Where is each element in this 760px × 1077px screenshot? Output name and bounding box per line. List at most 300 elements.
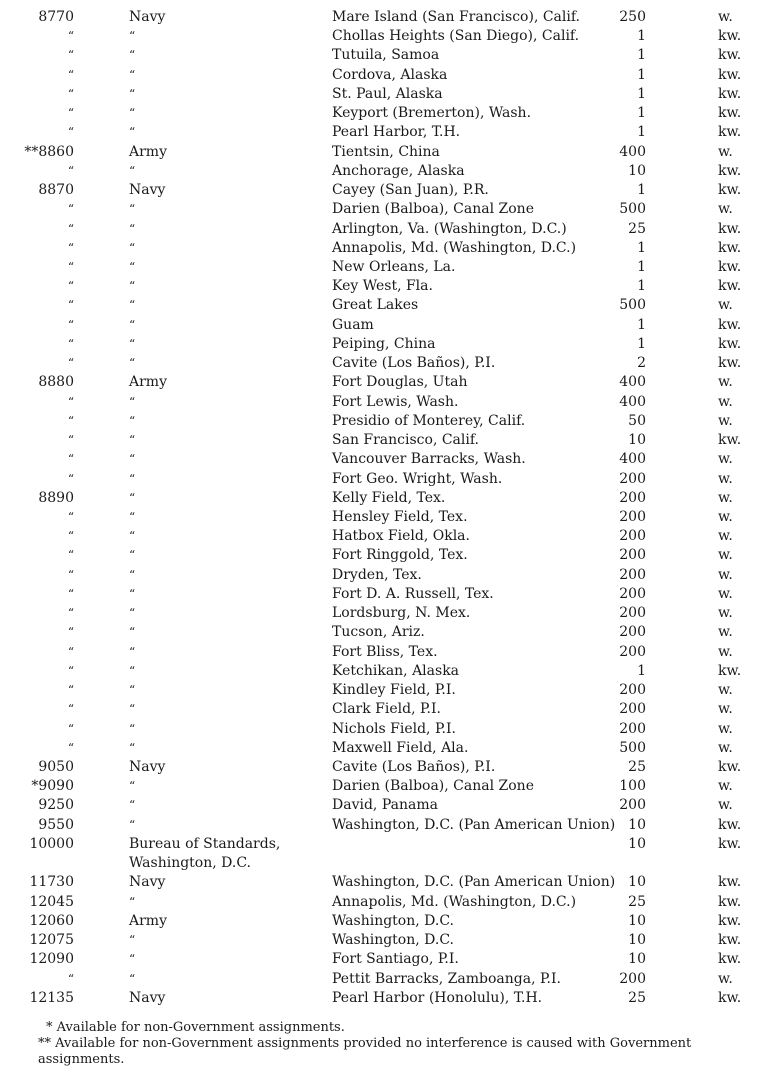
agency-cell: Army: [129, 374, 167, 391]
agency-cell: “: [129, 163, 136, 178]
frequency-cell: “: [67, 202, 74, 217]
frequency-cell: “: [67, 29, 74, 44]
agency-cell: “: [129, 529, 136, 544]
location-cell: Chollas Heights (San Diego), Calif.: [332, 28, 580, 45]
location-cell: Kelly Field, Tex.: [332, 489, 446, 506]
power-cell: 1: [637, 28, 646, 45]
table-row: [0, 412, 760, 431]
agency-cell: “: [129, 48, 136, 63]
power-cell: 10: [628, 835, 646, 852]
frequency-cell: 9550: [38, 816, 74, 833]
power-cell: 25: [628, 220, 646, 237]
agency-cell: “: [129, 125, 136, 140]
location-cell: Annapolis, Md. (Washington, D.C.): [332, 893, 577, 910]
location-cell: Fort Santiago, P.I.: [332, 951, 459, 968]
frequency-cell: 12135: [29, 989, 74, 1006]
location-cell: Key West, Fla.: [332, 278, 433, 295]
power-cell: 200: [619, 470, 646, 487]
agency-cell: “: [129, 433, 136, 448]
location-cell: Cavite (Los Baños), P.I.: [332, 355, 496, 372]
location-cell: Pearl Harbor, T.H.: [332, 124, 461, 141]
table-row: [0, 258, 760, 277]
table-row: [0, 893, 760, 912]
unit-cell: kw.: [718, 662, 742, 679]
unit-cell: w.: [718, 297, 733, 314]
table-row: [0, 489, 760, 508]
power-cell: 200: [619, 585, 646, 602]
location-cell: Clark Field, P.I.: [332, 701, 441, 718]
location-cell: Washington, D.C. (Pan American Union): [332, 874, 616, 891]
frequency-cell: “: [67, 413, 74, 428]
agency-cell: “: [129, 606, 136, 621]
power-cell: 2: [637, 355, 646, 372]
location-cell: Darien (Balboa), Canal Zone: [332, 778, 534, 795]
agency-cell: “: [129, 336, 136, 351]
frequency-cell: “: [67, 356, 74, 371]
power-cell: 400: [619, 374, 646, 391]
location-cell: Kindley Field, P.I.: [332, 682, 456, 699]
table-row: [0, 566, 760, 585]
power-cell: 1: [637, 258, 646, 275]
frequency-cell: “: [67, 548, 74, 563]
power-cell: 500: [619, 201, 646, 218]
table-row: [0, 546, 760, 565]
table-row: [0, 393, 760, 412]
frequency-cell: “: [67, 240, 74, 255]
frequency-cell: 10000: [29, 835, 74, 852]
unit-cell: w.: [718, 739, 733, 756]
unit-cell: w.: [718, 701, 733, 718]
unit-cell: kw.: [718, 162, 742, 179]
power-cell: 200: [619, 624, 646, 641]
location-cell: Fort Douglas, Utah: [332, 374, 468, 391]
footnote-double-asterisk: ** Available for non-Government assignments provided no interference is caused with Government assignments.: [38, 1036, 692, 1067]
agency-cell: Navy: [129, 758, 166, 775]
unit-cell: kw.: [718, 989, 742, 1006]
power-cell: 400: [619, 393, 646, 410]
unit-cell: kw.: [718, 28, 742, 45]
table-row: [0, 681, 760, 700]
power-cell: 1: [637, 66, 646, 83]
agency-cell: “: [129, 548, 136, 563]
table-row: [0, 66, 760, 85]
table-row: [0, 296, 760, 315]
location-cell: San Francisco, Calif.: [332, 432, 479, 449]
unit-cell: kw.: [718, 355, 742, 372]
unit-cell: kw.: [718, 874, 742, 891]
frequency-cell: “: [67, 471, 74, 486]
frequency-cell: “: [67, 106, 74, 121]
unit-cell: w.: [718, 470, 733, 487]
agency-cell: “: [129, 644, 136, 659]
location-cell: Maxwell Field, Ala.: [332, 739, 469, 756]
frequency-cell: 11730: [29, 874, 74, 891]
agency-cell: “: [129, 356, 136, 371]
location-cell: Pearl Harbor (Honolulu), T.H.: [332, 989, 543, 1006]
table-row: [0, 873, 760, 892]
power-cell: 1: [637, 85, 646, 102]
frequency-cell: “: [67, 336, 74, 351]
unit-cell: kw.: [718, 220, 742, 237]
agency-cell: Navy: [129, 874, 166, 891]
location-cell: Fort Geo. Wright, Wash.: [332, 470, 503, 487]
table-row: [0, 220, 760, 239]
location-cell: Fort Bliss, Tex.: [332, 643, 438, 660]
location-cell: Guam: [332, 316, 374, 333]
power-cell: 25: [628, 989, 646, 1006]
agency-cell: Bureau of Standards,: [129, 835, 281, 852]
frequency-cell: 8880: [38, 374, 74, 391]
unit-cell: kw.: [718, 105, 742, 122]
table-row: [0, 104, 760, 123]
agency-cell: “: [129, 298, 136, 313]
unit-cell: w.: [718, 585, 733, 602]
frequency-cell: “: [67, 298, 74, 313]
agency-cell: “: [129, 663, 136, 678]
frequency-cell: “: [67, 221, 74, 236]
power-cell: 10: [628, 432, 646, 449]
power-cell: 400: [619, 143, 646, 160]
agency-cell: “: [129, 67, 136, 82]
frequency-cell: “: [67, 606, 74, 621]
location-cell: St. Paul, Alaska: [332, 85, 443, 102]
location-cell: Hensley Field, Tex.: [332, 508, 468, 525]
power-cell: 50: [628, 412, 646, 429]
location-cell: Dryden, Tex.: [332, 566, 422, 583]
power-cell: 10: [628, 874, 646, 891]
table-row: [0, 739, 760, 758]
power-cell: 500: [619, 297, 646, 314]
frequency-cell: 8770: [38, 9, 74, 25]
frequency-cell: “: [67, 125, 74, 140]
unit-cell: w.: [718, 9, 733, 25]
location-cell: Annapolis, Md. (Washington, D.C.): [332, 239, 577, 256]
table-row: [0, 854, 760, 873]
power-cell: 1: [637, 47, 646, 64]
power-cell: 1: [637, 335, 646, 352]
power-cell: 200: [619, 797, 646, 814]
location-cell: Peiping, China: [332, 335, 436, 352]
power-cell: 200: [619, 547, 646, 564]
frequency-cell: 12090: [29, 951, 74, 968]
agency-cell: “: [129, 933, 136, 948]
unit-cell: kw.: [718, 758, 742, 775]
frequency-cell: “: [67, 586, 74, 601]
unit-cell: kw.: [718, 239, 742, 256]
unit-cell: kw.: [718, 316, 742, 333]
power-cell: 400: [619, 451, 646, 468]
agency-cell: “: [129, 798, 136, 813]
agency-cell: “: [129, 29, 136, 44]
power-cell: 10: [628, 951, 646, 968]
table-row: [0, 662, 760, 681]
table-row: [0, 239, 760, 258]
power-cell: 250: [619, 9, 646, 25]
power-cell: 1: [637, 278, 646, 295]
table-row: [0, 970, 760, 989]
location-cell: David, Panama: [332, 797, 438, 814]
unit-cell: w.: [718, 143, 733, 160]
table-row: [0, 470, 760, 489]
unit-cell: w.: [718, 605, 733, 622]
power-cell: 10: [628, 162, 646, 179]
unit-cell: w.: [718, 720, 733, 737]
agency-cell: “: [129, 279, 136, 294]
frequency-cell: “: [67, 259, 74, 274]
table-row: [0, 123, 760, 142]
table-row: [0, 643, 760, 662]
table-row: [0, 700, 760, 719]
frequency-cell: 12075: [29, 932, 74, 949]
power-cell: 200: [619, 970, 646, 987]
agency-cell: “: [129, 952, 136, 967]
agency-cell: “: [129, 683, 136, 698]
table-row: [0, 200, 760, 219]
agency-cell: “: [129, 413, 136, 428]
footnotes: [6, 1020, 756, 1068]
agency-cell: “: [129, 702, 136, 717]
frequency-cell: “: [67, 86, 74, 101]
frequency-cell: “: [67, 394, 74, 409]
location-cell: Darien (Balboa), Canal Zone: [332, 201, 534, 218]
location-cell: Presidio of Monterey, Calif.: [332, 412, 526, 429]
power-cell: 200: [619, 566, 646, 583]
frequency-cell: “: [67, 452, 74, 467]
table-row: [0, 431, 760, 450]
unit-cell: w.: [718, 682, 733, 699]
power-cell: 10: [628, 912, 646, 929]
unit-cell: w.: [718, 643, 733, 660]
unit-cell: w.: [718, 393, 733, 410]
power-cell: 200: [619, 528, 646, 545]
agency-cell: “: [129, 586, 136, 601]
power-cell: 1: [637, 662, 646, 679]
table-row: [0, 777, 760, 796]
location-cell: Tutuila, Samoa: [332, 47, 440, 64]
power-cell: 200: [619, 643, 646, 660]
frequency-cell: “: [67, 740, 74, 755]
frequency-cell: “: [67, 529, 74, 544]
agency-cell: Army: [129, 912, 167, 929]
table-row: [0, 950, 760, 969]
table-row: [0, 931, 760, 950]
power-cell: 1: [637, 182, 646, 199]
agency-cell: “: [129, 509, 136, 524]
agency-cell: “: [129, 471, 136, 486]
unit-cell: kw.: [718, 85, 742, 102]
table-row: [0, 835, 760, 854]
table-row: [0, 585, 760, 604]
frequency-cell: “: [67, 683, 74, 698]
power-cell: 500: [619, 739, 646, 756]
unit-cell: w.: [718, 624, 733, 641]
agency-cell: “: [129, 106, 136, 121]
frequency-cell: “: [67, 67, 74, 82]
unit-cell: kw.: [718, 335, 742, 352]
frequency-cell: 9250: [38, 797, 74, 814]
location-cell: Washington, D.C. (Pan American Union): [332, 816, 616, 833]
frequency-cell: “: [67, 702, 74, 717]
table-row: [0, 354, 760, 373]
power-cell: 1: [637, 124, 646, 141]
power-cell: 200: [619, 489, 646, 506]
unit-cell: w.: [718, 778, 733, 795]
agency-cell: “: [129, 317, 136, 332]
power-cell: 10: [628, 932, 646, 949]
frequency-cell: “: [67, 644, 74, 659]
power-cell: 1: [637, 105, 646, 122]
unit-cell: w.: [718, 451, 733, 468]
frequency-cell: “: [67, 317, 74, 332]
unit-cell: kw.: [718, 278, 742, 295]
frequency-cell: “: [67, 625, 74, 640]
location-cell: Fort Ringgold, Tex.: [332, 547, 468, 564]
agency-cell: Navy: [129, 182, 166, 199]
frequency-cell: “: [67, 433, 74, 448]
frequency-cell: “: [67, 663, 74, 678]
frequency-cell: **8860: [24, 143, 74, 160]
table-row: [0, 912, 760, 931]
unit-cell: w.: [718, 412, 733, 429]
table-row: [0, 720, 760, 739]
agency-cell: “: [129, 625, 136, 640]
unit-cell: kw.: [718, 951, 742, 968]
footnote-single-asterisk: * Available for non-Government assignments.: [46, 1020, 345, 1035]
power-cell: 1: [637, 316, 646, 333]
table-row: [0, 508, 760, 527]
agency-cell: “: [129, 86, 136, 101]
location-cell: Vancouver Barracks, Wash.: [332, 451, 526, 468]
frequency-cell: 8890: [38, 489, 74, 506]
frequency-cell: “: [67, 48, 74, 63]
frequency-cell: 9050: [38, 758, 74, 775]
unit-cell: kw.: [718, 912, 742, 929]
frequency-cell: 12060: [29, 912, 74, 929]
location-cell: Arlington, Va. (Washington, D.C.): [332, 220, 567, 237]
location-cell: Washington, D.C.: [332, 912, 454, 929]
unit-cell: w.: [718, 201, 733, 218]
power-cell: 200: [619, 605, 646, 622]
frequency-cell: 8870: [38, 182, 74, 199]
frequency-cell: “: [67, 163, 74, 178]
table-row: [0, 143, 760, 162]
location-cell: Anchorage, Alaska: [332, 162, 465, 179]
power-cell: 200: [619, 682, 646, 699]
power-cell: 200: [619, 508, 646, 525]
power-cell: 100: [619, 778, 646, 795]
location-cell: Hatbox Field, Okla.: [332, 528, 470, 545]
table-row: [0, 181, 760, 200]
table-row: [0, 450, 760, 469]
frequency-cell: “: [67, 567, 74, 582]
table-row: [0, 796, 760, 815]
table-row: [0, 85, 760, 104]
location-cell: Nichols Field, P.I.: [332, 720, 456, 737]
unit-cell: w.: [718, 528, 733, 545]
location-cell: Washington, D.C.: [332, 932, 454, 949]
table-row: [0, 316, 760, 335]
unit-cell: w.: [718, 566, 733, 583]
agency-cell: “: [129, 817, 136, 832]
agency-cell: “: [129, 221, 136, 236]
table-row: [0, 8, 760, 27]
agency-cell: “: [129, 567, 136, 582]
unit-cell: kw.: [718, 893, 742, 910]
agency-cell: Navy: [129, 989, 166, 1006]
table-row: [0, 989, 760, 1008]
unit-cell: kw.: [718, 66, 742, 83]
agency-cell: “: [129, 740, 136, 755]
agency-cell: Army: [129, 143, 167, 160]
agency-cell: Navy: [129, 9, 166, 25]
table-row: [0, 373, 760, 392]
agency-cell: “: [129, 721, 136, 736]
location-cell: Keyport (Bremerton), Wash.: [332, 105, 532, 122]
table-row: [0, 527, 760, 546]
agency-cell: “: [129, 894, 136, 909]
agency-cell: “: [129, 240, 136, 255]
table-row: [0, 758, 760, 777]
power-cell: 1: [637, 239, 646, 256]
location-cell: Tucson, Ariz.: [332, 624, 425, 641]
agency-cell: “: [129, 971, 136, 986]
power-cell: 25: [628, 893, 646, 910]
location-cell: Cordova, Alaska: [332, 66, 448, 83]
frequency-cell: *9090: [31, 778, 74, 795]
frequency-cell: “: [67, 971, 74, 986]
location-cell: Cavite (Los Baños), P.I.: [332, 758, 496, 775]
location-cell: Pettit Barracks, Zamboanga, P.I.: [332, 970, 561, 987]
agency-cell: Washington, D.C.: [129, 855, 251, 872]
location-cell: Ketchikan, Alaska: [332, 662, 460, 679]
agency-cell: “: [129, 394, 136, 409]
agency-cell: “: [129, 202, 136, 217]
location-cell: Tientsin, China: [332, 143, 440, 160]
agency-cell: “: [129, 490, 136, 505]
unit-cell: kw.: [718, 932, 742, 949]
location-cell: Fort D. A. Russell, Tex.: [332, 585, 494, 602]
unit-cell: w.: [718, 547, 733, 564]
unit-cell: kw.: [718, 47, 742, 64]
unit-cell: w.: [718, 797, 733, 814]
frequency-cell: 12045: [29, 893, 74, 910]
unit-cell: w.: [718, 970, 733, 987]
table-row: [0, 816, 760, 835]
location-cell: Lordsburg, N. Mex.: [332, 605, 471, 622]
frequency-cell: “: [67, 509, 74, 524]
unit-cell: kw.: [718, 835, 742, 852]
agency-cell: “: [129, 779, 136, 794]
location-cell: Great Lakes: [332, 297, 419, 314]
location-cell: New Orleans, La.: [332, 258, 456, 275]
unit-cell: kw.: [718, 124, 742, 141]
frequency-cell: “: [67, 279, 74, 294]
unit-cell: kw.: [718, 182, 742, 199]
unit-cell: w.: [718, 508, 733, 525]
table-row: [0, 623, 760, 642]
unit-cell: kw.: [718, 432, 742, 449]
unit-cell: w.: [718, 374, 733, 391]
table-row: [0, 162, 760, 181]
location-cell: Fort Lewis, Wash.: [332, 393, 459, 410]
unit-cell: w.: [718, 489, 733, 506]
location-cell: Cayey (San Juan), P.R.: [332, 182, 489, 199]
table-row: [0, 335, 760, 354]
location-cell: Mare Island (San Francisco), Calif.: [332, 9, 580, 25]
unit-cell: kw.: [718, 816, 742, 833]
frequency-cell: “: [67, 721, 74, 736]
power-cell: 10: [628, 816, 646, 833]
